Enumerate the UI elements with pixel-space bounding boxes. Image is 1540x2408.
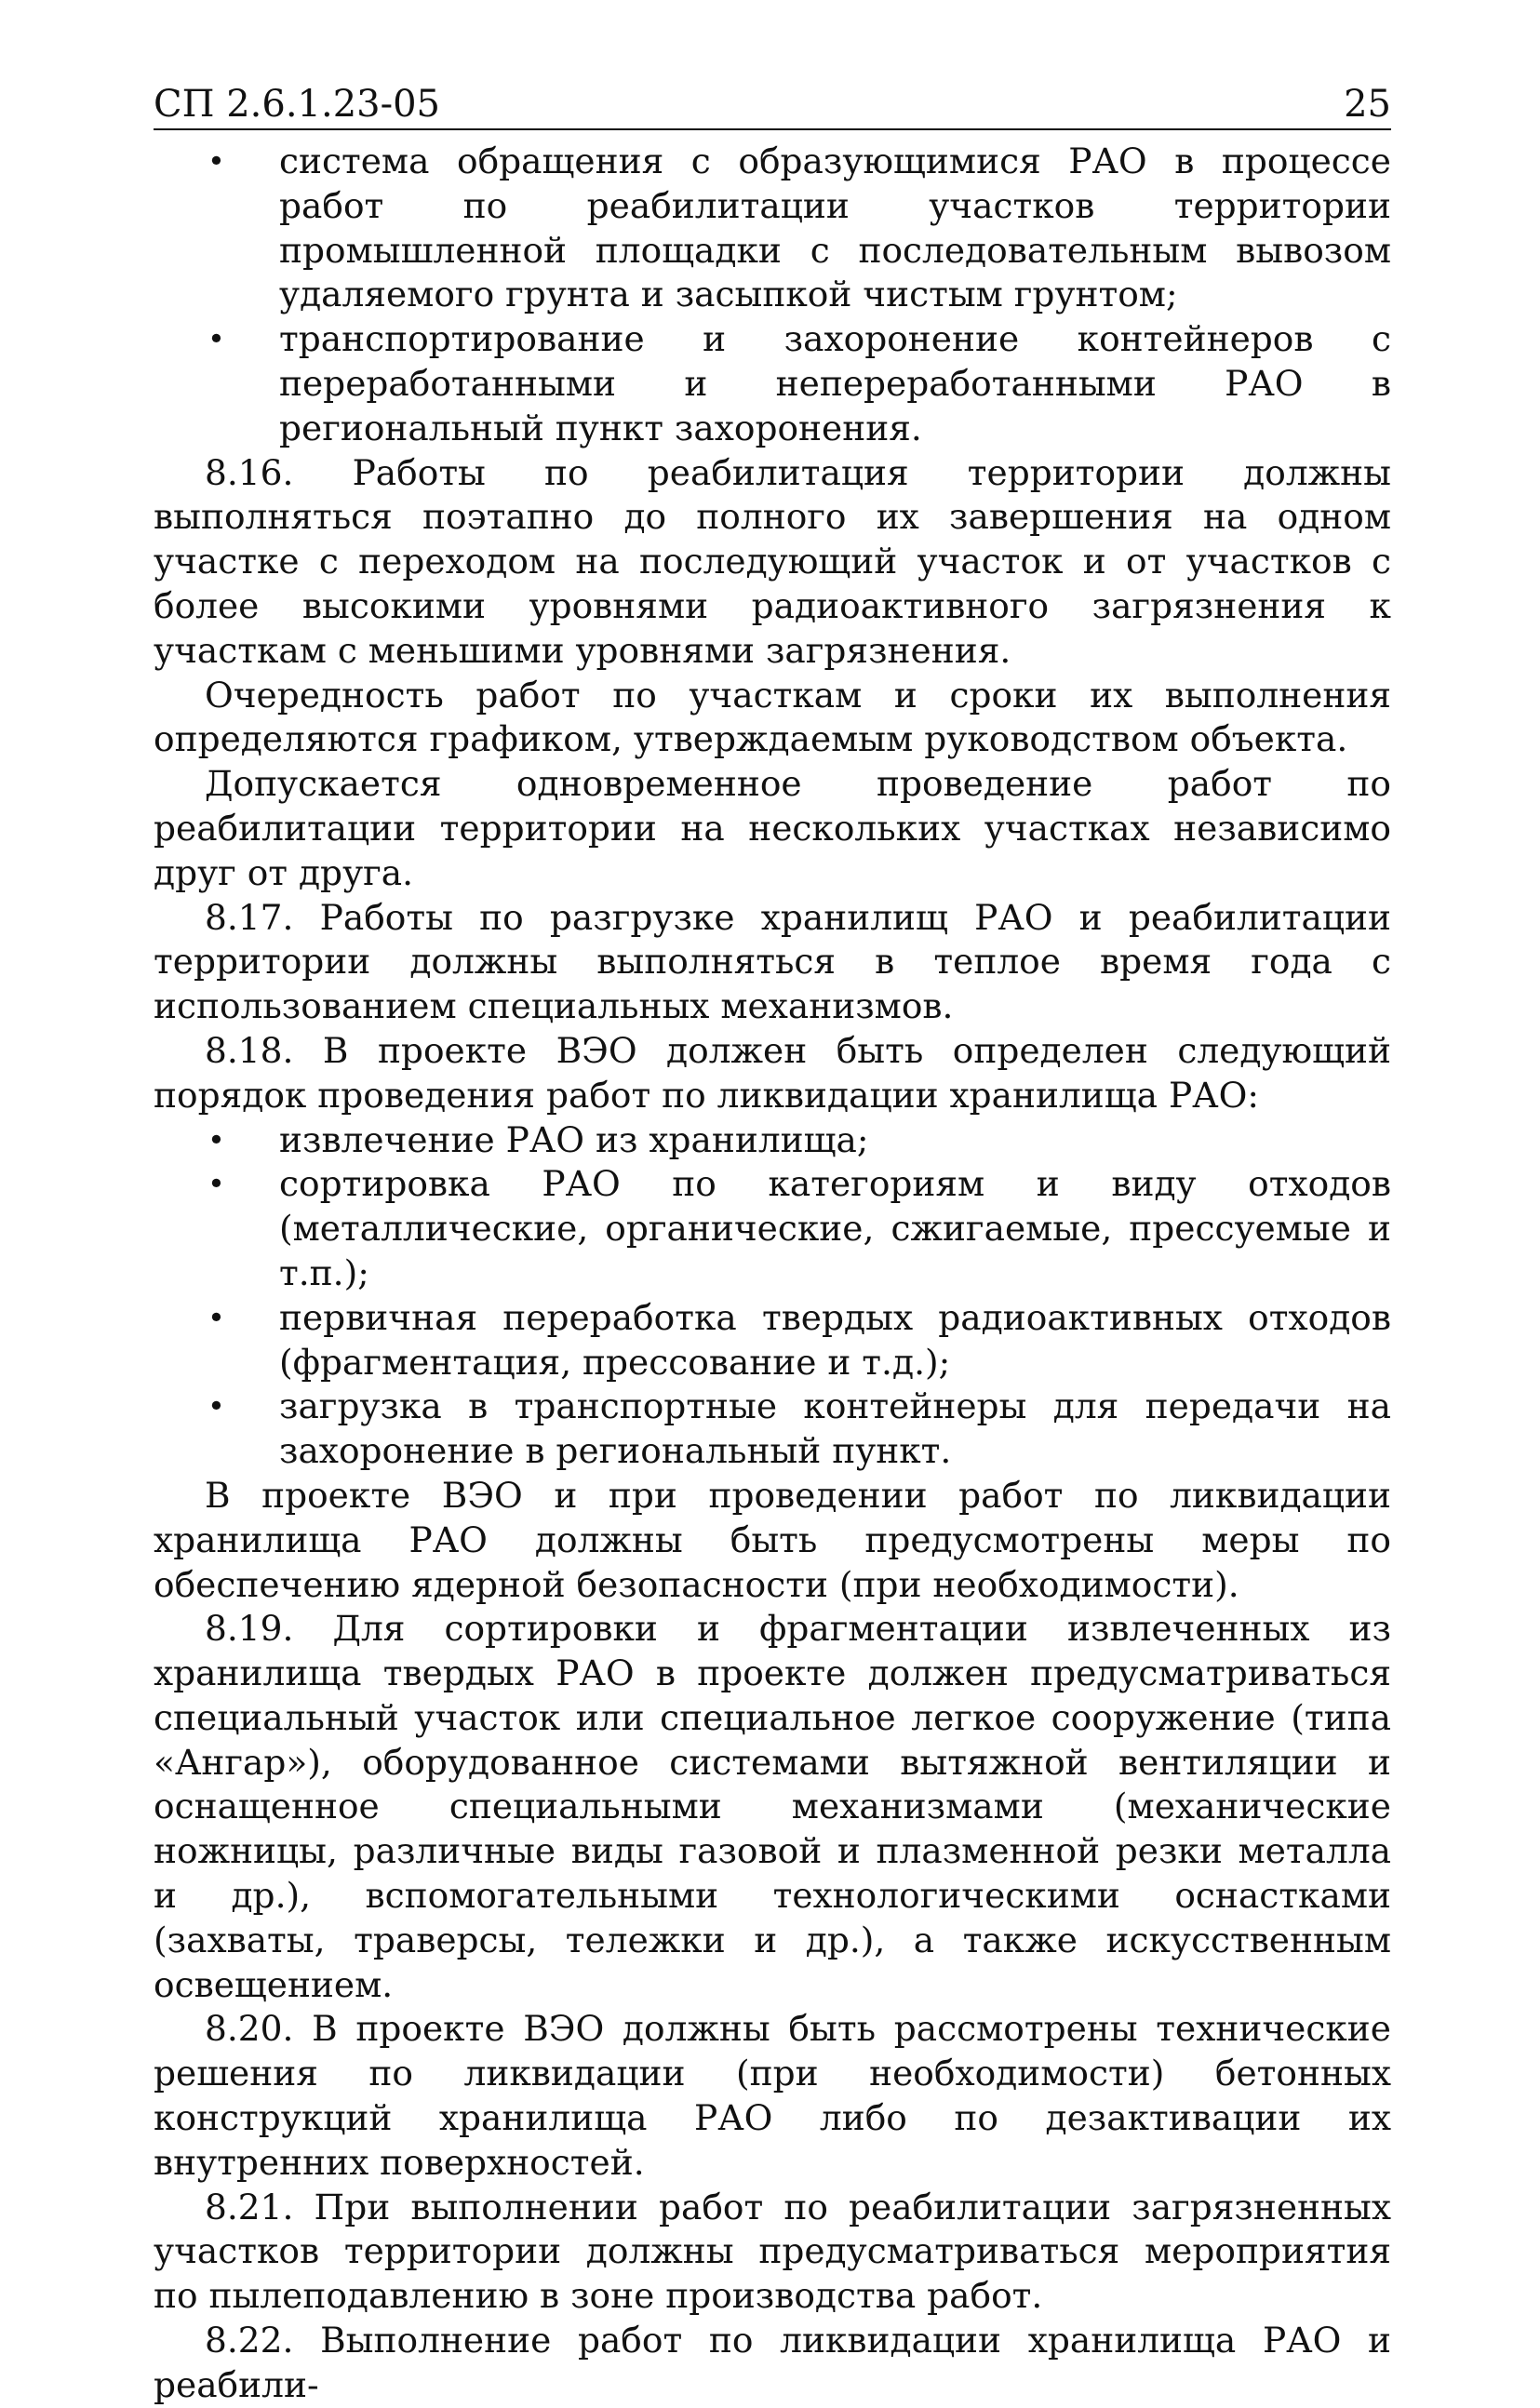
list-item bbox=[154, 1118, 1391, 1163]
paragraph-work-order: Очередность работ по участкам и сроки их выполнения определяются графиком, утверждаемым руководством объекта. bbox=[154, 674, 1391, 760]
list-item bbox=[154, 317, 1391, 450]
list-item-text: транспортирование и захоронение контейнеров с переработанными и непереработанными РАО в региональный пункт захоронения. bbox=[279, 318, 1391, 448]
document-body bbox=[154, 140, 1391, 2408]
paragraph-8-22: 8.22. Выполнение работ по ликвидации хранилища РАО и реабили- bbox=[154, 2320, 1391, 2405]
bullet-icon: • bbox=[208, 1299, 225, 1335]
list-item bbox=[154, 1385, 1391, 1474]
list-item bbox=[154, 1296, 1391, 1385]
bullet-icon: • bbox=[208, 1121, 225, 1157]
list-item-text: система обращения с образующимися РАО в процессе работ по реабилитации участков территории промышленной площадки с последовательным вывозом удаляемого грунта и засыпкой чистым грунтом; bbox=[279, 140, 1391, 315]
list-item bbox=[154, 1162, 1391, 1295]
page-header bbox=[154, 74, 1391, 130]
bullet-icon: • bbox=[208, 321, 225, 357]
paragraph-8-21: 8.21. При выполнении работ по реабилитации загрязненных участков территории должны предусматриваться мероприятия по пылеподавлению в зоне производства работ. bbox=[154, 2186, 1391, 2317]
paragraph-nuclear-safety: В проекте ВЭО и при проведении работ по ликвидации хранилища РАО должны быть предусмотрены меры по обеспечению ядерной безопасности (при необходимости). bbox=[154, 1474, 1391, 1605]
list-item-text: извлечение РАО из хранилища; bbox=[279, 1118, 869, 1160]
paragraph-8-18: 8.18. В проекте ВЭО должен быть определен следующий порядок проведения работ по ликвидации хранилища РАО: bbox=[154, 1029, 1391, 1116]
list-item-text: загрузка в транспортные контейнеры для передачи на захоронение в региональный пункт. bbox=[279, 1385, 1391, 1472]
paragraph-8-16: 8.16. Работы по реабилитация территории должны выполняться поэтапно до полного их завершения на одном участке с переходом на последующий участок и от участков с более высокими уровнями радиоактивного загрязнения к участкам с меньшими уровнями загрязнения. bbox=[154, 451, 1391, 671]
page-number: 25 bbox=[1344, 83, 1391, 126]
bullet-icon: • bbox=[208, 1388, 225, 1425]
list-item-text: сортировка РАО по категориям и виду отходов (металлические, органические, сжигаемые, прессуемые и т.п.); bbox=[279, 1163, 1391, 1293]
paragraph-8-19: 8.19. Для сортировки и фрагментации извлеченных из хранилища твердых РАО в проекте должен предусматриваться специальный участок или специальное легкое сооружение (типа «Ангар»), оборудованное системами вытяжной вентиляции и оснащенное специальными механизмами (механические ножницы, различные виды газовой и плазменной резки металла и др.), вспомогательными технологическими оснастками (захваты, траверсы, тележки и др.), а также искусственным освещением. bbox=[154, 1608, 1391, 2005]
bullet-list-8-18 bbox=[154, 1118, 1391, 1474]
bullet-list-top bbox=[154, 140, 1391, 451]
document-page bbox=[154, 74, 1391, 2408]
paragraph-8-20: 8.20. В проекте ВЭО должны быть рассмотрены технические решения по ликвидации (при необходимости) бетонных конструкций хранилища РАО либо по дезактивации их внутренних поверхностей. bbox=[154, 2008, 1391, 2183]
paragraph-simultaneous-work: Допускается одновременное проведение работ по реабилитации территории на нескольких участках независимо друг от друга. bbox=[154, 763, 1391, 893]
document-code: СП 2.6.1.23-05 bbox=[154, 83, 441, 126]
list-item bbox=[154, 140, 1391, 317]
bullet-icon: • bbox=[208, 1166, 225, 1202]
paragraph-8-17: 8.17. Работы по разгрузке хранилищ РАО и реабилитации территории должны выполняться в теплое время года с использованием специальных механизмов. bbox=[154, 896, 1391, 1027]
list-item-text: первичная переработка твердых радиоактивных отходов (фрагментация, прессование и т.д.); bbox=[279, 1296, 1391, 1383]
bullet-icon: • bbox=[208, 143, 225, 179]
